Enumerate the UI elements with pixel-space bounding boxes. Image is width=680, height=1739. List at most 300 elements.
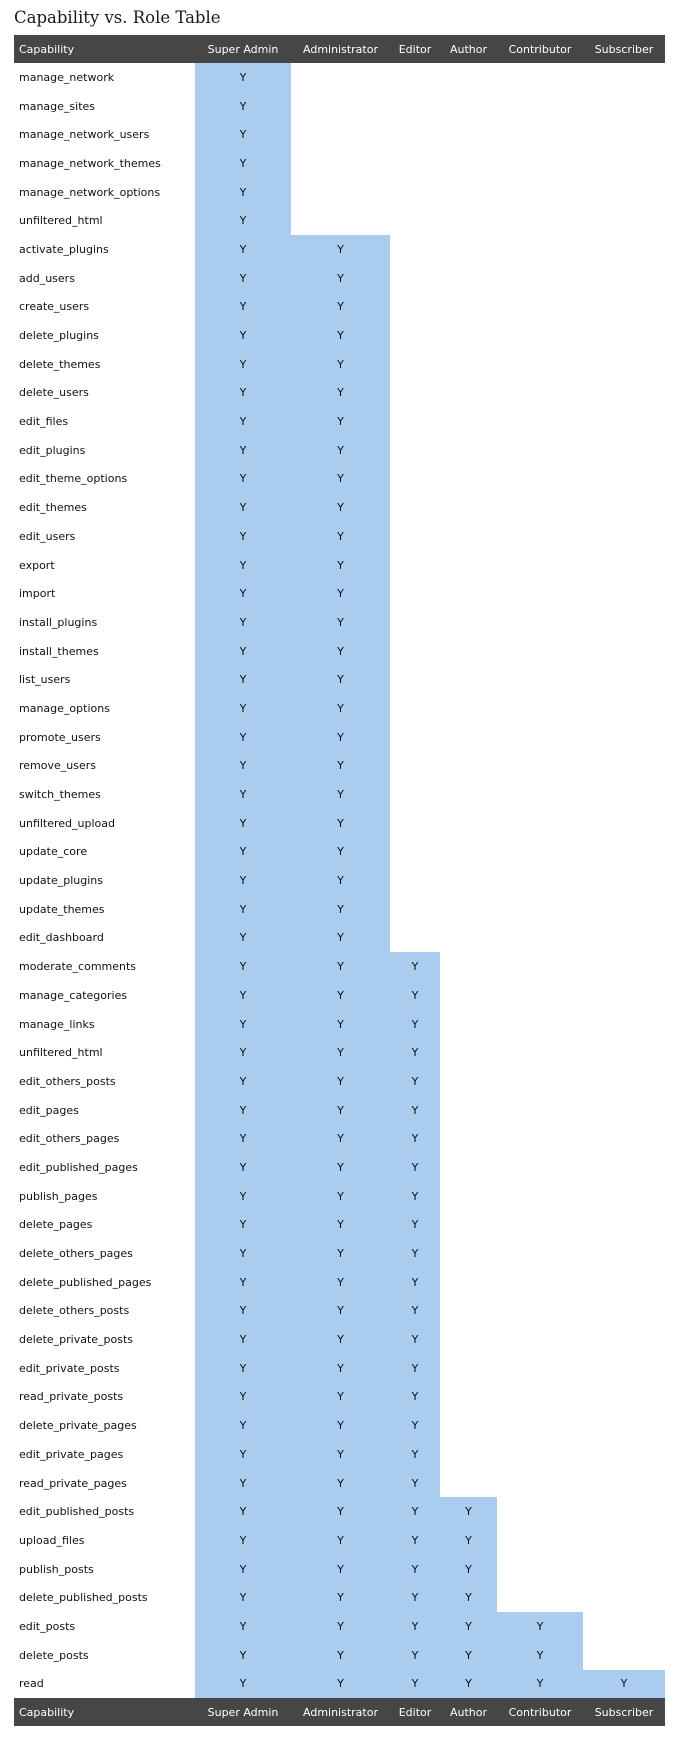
table-row [14,1067,665,1096]
header-author: Author [440,35,497,63]
table-footer-row [14,1698,665,1726]
cell-author [440,206,497,235]
cell-contributor [497,579,583,608]
cell-super-admin: Y [195,1182,291,1211]
cell-contributor [497,1555,583,1584]
cell-administrator: Y [291,1096,390,1125]
page-title: Capability vs. Role Table [14,8,221,27]
capability-name: manage_network [19,70,115,84]
cell-author: Y [440,1497,497,1526]
cell-subscriber [583,1440,665,1469]
cell-author [440,350,497,379]
table-row [14,407,665,436]
cell-subscriber [583,723,665,752]
header-super-admin: Super Admin [195,35,291,63]
cell-contributor [497,1124,583,1153]
cell-contributor [497,1067,583,1096]
cell-editor: Y [390,1612,440,1641]
cell-administrator: Y [291,293,390,322]
cell-contributor [497,436,583,465]
capability-name: upload_files [19,1533,85,1547]
cell-subscriber [583,1555,665,1584]
capability-name: delete_pages [19,1218,93,1232]
capability-name: delete_others_posts [19,1304,130,1318]
cell-super-admin: Y [195,752,291,781]
cell-subscriber [583,1383,665,1412]
cell-administrator: Y [291,1469,390,1498]
cell-editor [390,895,440,924]
table-row [14,895,665,924]
cell-author: Y [440,1526,497,1555]
cell-contributor [497,637,583,666]
cell-author [440,579,497,608]
table-row [14,924,665,953]
table-row [14,206,665,235]
cell-subscriber [583,1469,665,1498]
header-subscriber: Subscriber [583,35,665,63]
cell-super-admin: Y [195,551,291,580]
cell-editor [390,752,440,781]
capability-name: delete_users [19,386,89,400]
capability-name: edit_published_posts [19,1505,135,1519]
table-row [14,293,665,322]
cell-administrator: Y [291,522,390,551]
cell-editor [390,178,440,207]
cell-contributor [497,1268,583,1297]
capability-name: add_users [19,271,75,285]
cell-super-admin: Y [195,1497,291,1526]
footer-super-admin: Super Admin [195,1698,291,1726]
cell-editor: Y [390,1497,440,1526]
table-row [14,1612,665,1641]
table-row [14,120,665,149]
cell-administrator: Y [291,780,390,809]
cell-author [440,895,497,924]
capability-name: install_themes [19,644,99,658]
cell-administrator: Y [291,465,390,494]
table-row [14,637,665,666]
cell-super-admin: Y [195,1239,291,1268]
cell-contributor [497,63,583,92]
cell-administrator: Y [291,809,390,838]
capability-name: delete_themes [19,357,101,371]
cell-author [440,1010,497,1039]
cell-super-admin: Y [195,1469,291,1498]
cell-administrator: Y [291,608,390,637]
cell-super-admin: Y [195,1268,291,1297]
table-row [14,1268,665,1297]
cell-administrator: Y [291,1583,390,1612]
table-row [14,149,665,178]
cell-super-admin: Y [195,1354,291,1383]
footer-capability: Capability [14,1698,195,1726]
cell-super-admin: Y [195,981,291,1010]
cell-super-admin: Y [195,1383,291,1412]
cell-editor [390,293,440,322]
cell-administrator: Y [291,551,390,580]
cell-contributor [497,895,583,924]
cell-editor: Y [390,1411,440,1440]
cell-author [440,637,497,666]
cell-super-admin: Y [195,637,291,666]
cell-editor [390,780,440,809]
cell-administrator: Y [291,1211,390,1240]
cell-super-admin: Y [195,1325,291,1354]
cell-editor [390,465,440,494]
cell-author [440,522,497,551]
cell-subscriber [583,1268,665,1297]
capability-name: read_private_pages [19,1476,127,1490]
cell-contributor [497,264,583,293]
table-row [14,379,665,408]
table-row [14,838,665,867]
cell-editor: Y [390,1297,440,1326]
cell-subscriber [583,92,665,121]
cell-author [440,780,497,809]
capability-name: read [19,1677,44,1691]
table-row [14,1325,665,1354]
cell-author: Y [440,1641,497,1670]
table-row [14,981,665,1010]
capability-name: edit_files [19,415,69,429]
cell-contributor [497,665,583,694]
capability-name: publish_posts [19,1562,94,1576]
capability-name: activate_plugins [19,242,109,256]
cell-author [440,1469,497,1498]
capability-name: edit_pages [19,1103,79,1117]
cell-subscriber [583,235,665,264]
cell-super-admin: Y [195,493,291,522]
cell-subscriber [583,264,665,293]
capability-name: delete_plugins [19,329,99,343]
cell-subscriber [583,838,665,867]
cell-subscriber [583,1153,665,1182]
cell-super-admin: Y [195,1096,291,1125]
capability-name: edit_private_pages [19,1447,124,1461]
cell-author [440,1153,497,1182]
cell-contributor [497,1583,583,1612]
footer-administrator: Administrator [291,1698,390,1726]
cell-administrator: Y [291,1555,390,1584]
cell-contributor [497,1211,583,1240]
cell-subscriber [583,952,665,981]
table-row [14,1469,665,1498]
cell-contributor [497,752,583,781]
table-row [14,63,665,92]
cell-contributor [497,981,583,1010]
cell-super-admin: Y [195,1153,291,1182]
cell-author [440,1325,497,1354]
capability-name: edit_theme_options [19,472,128,486]
cell-administrator: Y [291,637,390,666]
cell-editor: Y [390,1153,440,1182]
cell-subscriber [583,924,665,953]
cell-editor [390,608,440,637]
table-header-row [14,35,665,63]
cell-subscriber [583,1325,665,1354]
cell-author [440,63,497,92]
capability-name: switch_themes [19,788,101,802]
cell-administrator [291,63,390,92]
cell-editor: Y [390,1641,440,1670]
cell-author [440,1239,497,1268]
cell-subscriber [583,120,665,149]
cell-subscriber [583,551,665,580]
cell-subscriber [583,321,665,350]
cell-administrator: Y [291,694,390,723]
cell-editor [390,92,440,121]
cell-subscriber [583,1211,665,1240]
cell-contributor [497,780,583,809]
cell-subscriber [583,637,665,666]
cell-author [440,321,497,350]
cell-editor: Y [390,952,440,981]
cell-contributor [497,522,583,551]
capability-name: delete_private_pages [19,1419,137,1433]
table-row [14,809,665,838]
table-row [14,1383,665,1412]
cell-super-admin: Y [195,1670,291,1699]
cell-contributor [497,952,583,981]
cell-super-admin: Y [195,723,291,752]
cell-administrator: Y [291,1182,390,1211]
cell-super-admin: Y [195,1526,291,1555]
cell-subscriber [583,895,665,924]
cell-contributor [497,1096,583,1125]
capability-name: manage_links [19,1017,95,1031]
table-row [14,235,665,264]
cell-super-admin: Y [195,952,291,981]
capability-name: manage_sites [19,99,96,113]
cell-editor [390,149,440,178]
cell-subscriber [583,293,665,322]
cell-editor [390,321,440,350]
cell-subscriber [583,1124,665,1153]
cell-editor [390,407,440,436]
cell-author [440,293,497,322]
table-body [14,63,665,1698]
cell-super-admin: Y [195,522,291,551]
cell-editor [390,723,440,752]
table-row [14,952,665,981]
capability-name: promote_users [19,730,101,744]
cell-contributor [497,1038,583,1067]
cell-contributor [497,92,583,121]
cell-editor: Y [390,1526,440,1555]
cell-subscriber [583,809,665,838]
cell-administrator: Y [291,752,390,781]
capability-name: edit_private_posts [19,1361,120,1375]
cell-subscriber [583,866,665,895]
cell-administrator: Y [291,235,390,264]
cell-super-admin: Y [195,665,291,694]
cell-editor [390,379,440,408]
capability-name: create_users [19,300,90,314]
cell-contributor [497,379,583,408]
cell-editor [390,924,440,953]
cell-super-admin: Y [195,465,291,494]
cell-author [440,493,497,522]
cell-contributor [497,206,583,235]
header-administrator: Administrator [291,35,390,63]
footer-editor: Editor [390,1698,440,1726]
table-row [14,579,665,608]
cell-contributor [497,1297,583,1326]
cell-editor [390,694,440,723]
table-row [14,1497,665,1526]
capability-name: unfiltered_upload [19,816,116,830]
cell-author [440,1297,497,1326]
cell-editor [390,838,440,867]
table-row [14,493,665,522]
cell-author [440,1411,497,1440]
cell-super-admin: Y [195,924,291,953]
cell-author [440,723,497,752]
cell-subscriber [583,665,665,694]
cell-administrator: Y [291,1325,390,1354]
cell-administrator: Y [291,723,390,752]
cell-contributor [497,723,583,752]
cell-editor: Y [390,1239,440,1268]
cell-author [440,1096,497,1125]
cell-administrator: Y [291,1067,390,1096]
cell-contributor [497,235,583,264]
cell-administrator: Y [291,264,390,293]
cell-contributor [497,1182,583,1211]
cell-subscriber [583,1641,665,1670]
cell-administrator: Y [291,838,390,867]
cell-author [440,1067,497,1096]
table-row [14,608,665,637]
cell-contributor: Y [497,1612,583,1641]
cell-subscriber [583,579,665,608]
cell-super-admin: Y [195,1010,291,1039]
cell-contributor [497,924,583,953]
cell-subscriber [583,780,665,809]
table-row [14,1010,665,1039]
cell-editor [390,120,440,149]
cell-subscriber [583,379,665,408]
table-row [14,350,665,379]
cell-administrator [291,206,390,235]
cell-subscriber [583,1067,665,1096]
cell-subscriber [583,493,665,522]
cell-contributor [497,694,583,723]
table-row [14,1354,665,1383]
table-row [14,866,665,895]
cell-super-admin: Y [195,92,291,121]
cell-subscriber: Y [583,1670,665,1699]
cell-editor [390,866,440,895]
cell-contributor [497,1239,583,1268]
cell-administrator [291,120,390,149]
cell-super-admin: Y [195,895,291,924]
cell-editor: Y [390,1583,440,1612]
cell-administrator: Y [291,579,390,608]
capability-name: manage_options [19,701,110,715]
cell-subscriber [583,1354,665,1383]
cell-administrator: Y [291,665,390,694]
cell-editor: Y [390,1440,440,1469]
cell-editor [390,436,440,465]
cell-administrator: Y [291,1411,390,1440]
cell-administrator: Y [291,924,390,953]
cell-editor: Y [390,1555,440,1584]
capability-name: delete_others_pages [19,1247,133,1261]
capability-name: manage_categories [19,988,128,1002]
cell-editor [390,665,440,694]
cell-author: Y [440,1670,497,1699]
capability-name: unfiltered_html [19,214,103,228]
capability-name: edit_users [19,529,76,543]
cell-subscriber [583,407,665,436]
cell-author [440,1211,497,1240]
cell-super-admin: Y [195,1297,291,1326]
capability-name: edit_dashboard [19,931,104,945]
cell-super-admin: Y [195,1583,291,1612]
cell-editor [390,551,440,580]
cell-contributor [497,1497,583,1526]
cell-author: Y [440,1555,497,1584]
cell-editor: Y [390,1383,440,1412]
cell-administrator: Y [291,1038,390,1067]
capability-name: edit_others_posts [19,1074,116,1088]
cell-administrator: Y [291,407,390,436]
cell-editor: Y [390,1182,440,1211]
cell-administrator: Y [291,1124,390,1153]
cell-super-admin: Y [195,1440,291,1469]
table-row [14,1038,665,1067]
cell-super-admin: Y [195,350,291,379]
cell-editor [390,235,440,264]
cell-editor: Y [390,1211,440,1240]
footer-author: Author [440,1698,497,1726]
footer-subscriber: Subscriber [583,1698,665,1726]
cell-contributor [497,809,583,838]
cell-super-admin: Y [195,149,291,178]
cell-author [440,866,497,895]
table-row [14,178,665,207]
cell-subscriber [583,1583,665,1612]
cell-subscriber [583,981,665,1010]
cell-subscriber [583,1182,665,1211]
cell-contributor [497,551,583,580]
cell-subscriber [583,752,665,781]
cell-author [440,235,497,264]
cell-author [440,379,497,408]
cell-editor: Y [390,1038,440,1067]
cell-administrator: Y [291,493,390,522]
cell-author [440,120,497,149]
cell-contributor [497,866,583,895]
cell-subscriber [583,1239,665,1268]
cell-contributor [497,120,583,149]
cell-administrator: Y [291,321,390,350]
cell-editor: Y [390,1469,440,1498]
cell-author [440,1038,497,1067]
cell-subscriber [583,63,665,92]
cell-contributor [497,465,583,494]
cell-author [440,1354,497,1383]
cell-super-admin: Y [195,293,291,322]
cell-contributor [497,407,583,436]
cell-super-admin: Y [195,321,291,350]
capability-name: edit_themes [19,501,87,515]
cell-editor [390,637,440,666]
cell-contributor [497,1383,583,1412]
cell-administrator: Y [291,1670,390,1699]
cell-super-admin: Y [195,1641,291,1670]
